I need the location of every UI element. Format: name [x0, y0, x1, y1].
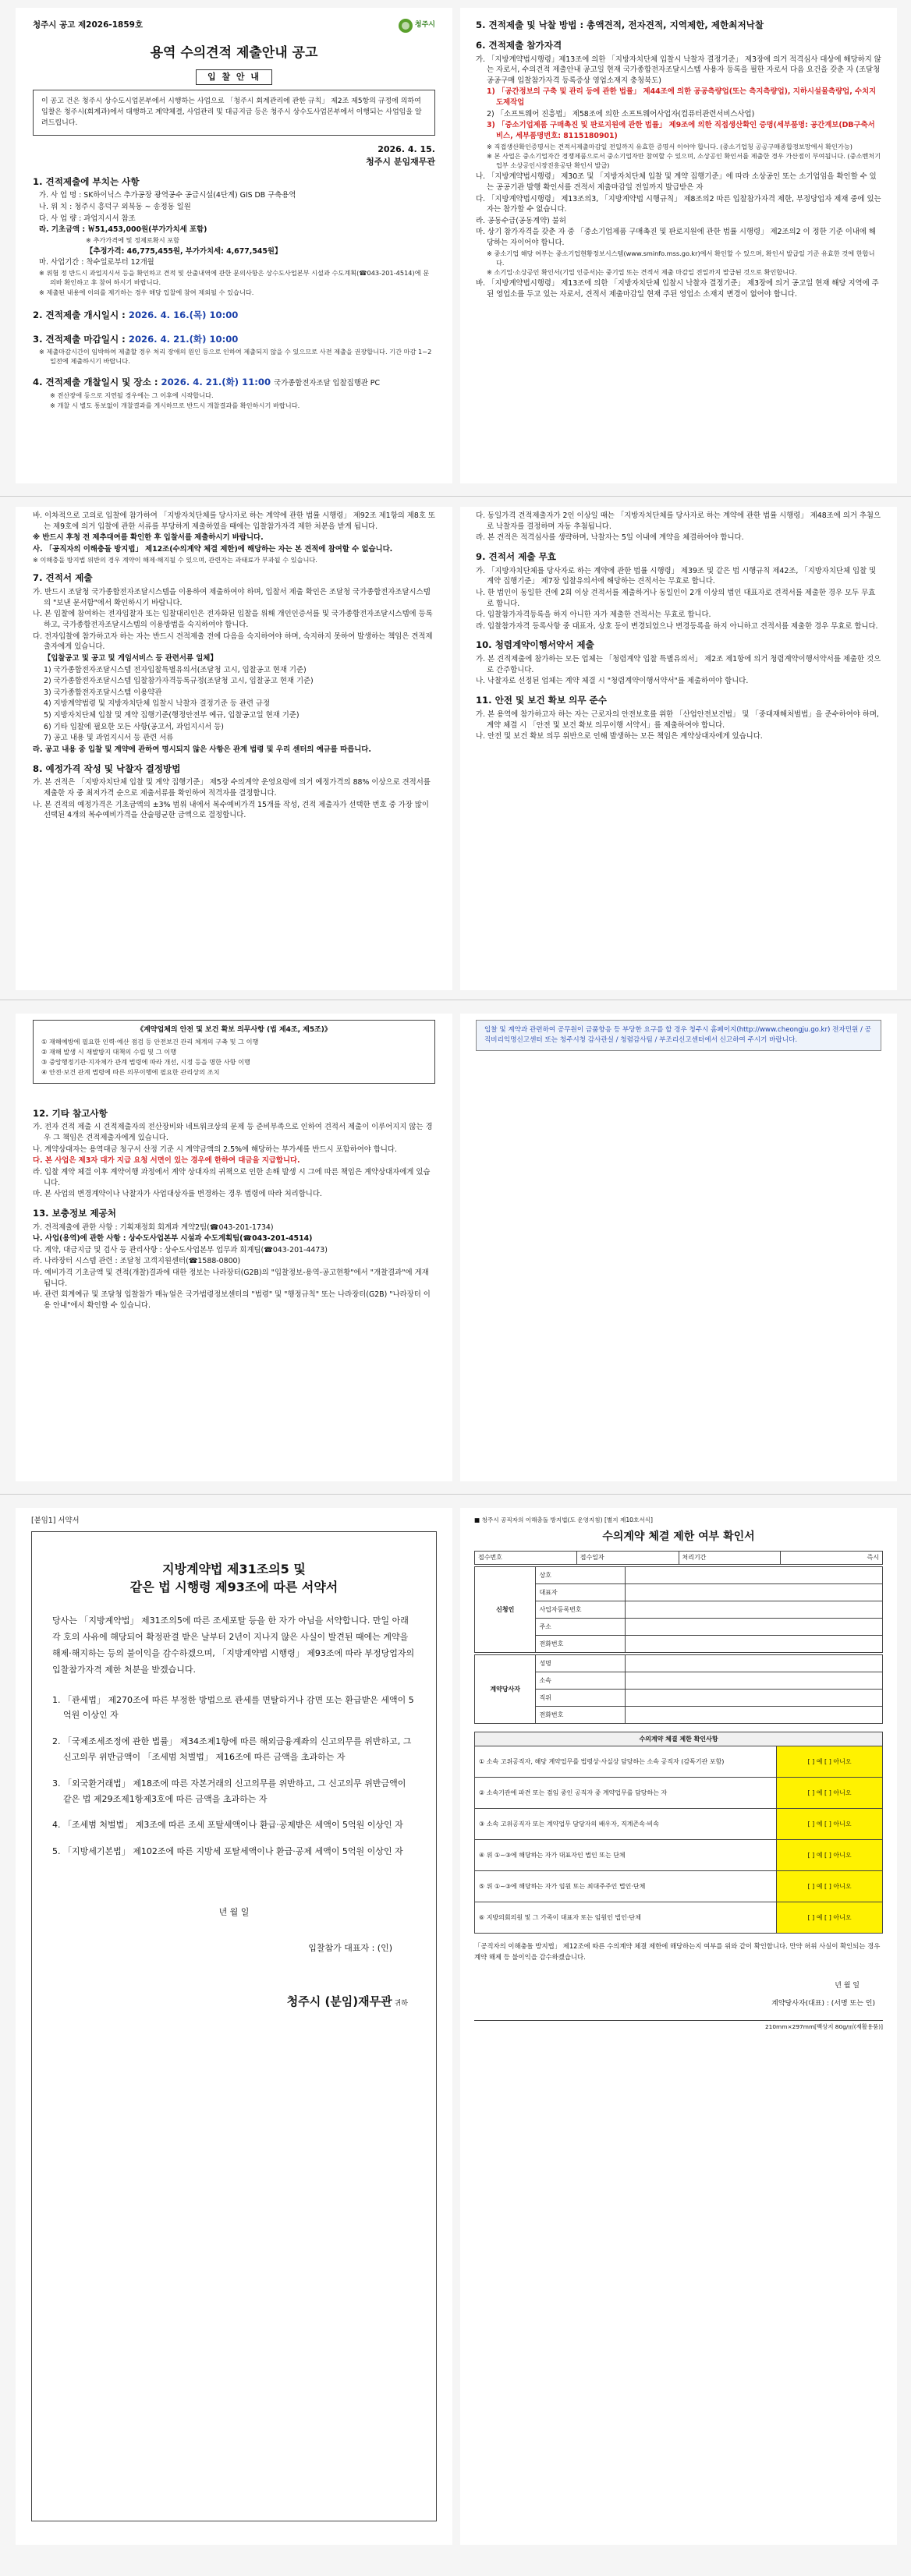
- list-item: 마. 사업기간 : 착수일로부터 12개월: [39, 258, 154, 267]
- table-cell: 대표자: [536, 1583, 626, 1601]
- pledge-title-1: 지방계약법 제31조의5 및: [162, 1561, 306, 1576]
- attachment-label: [붙임1] 서약서: [31, 1516, 80, 1525]
- form-footnote: 210mm×297mm[백상지 80g/㎡(재활용품)]: [474, 2020, 883, 2032]
- input-cell[interactable]: [626, 1566, 883, 1583]
- pledge-frame: [31, 1531, 437, 2521]
- list-item: 가. 본 용역에 참가하고자 하는 자는 근로자의 안전보호를 위한 「산업안전보건법」 및 「중대재해처벌법」을 준수하여야 하며, 계약 체결 시 「안전 및 보건 확보 의무이행 서약서」를 제출하여야 합니다.: [476, 709, 879, 730]
- list-item: 1. 「관세법」 제270조에 따른 부정한 방법으로 관세를 면탈하거나 감면 또는 환급받은 세액이 5억원 이상인 자: [52, 1694, 414, 1721]
- pledge-representative: 입찰참가 대표자 : (인): [308, 1942, 392, 1953]
- pledge-title-2: 같은 법 시행령 제93조에 따른 서약서: [129, 1579, 339, 1594]
- pledge-page: [16, 1508, 452, 2545]
- section-10-title: 10. 청렴계약이행서약서 제출: [476, 639, 594, 651]
- table-cell: 접수일자: [576, 1552, 679, 1565]
- section-6-title: 6. 견적제출 참가자격: [476, 39, 562, 51]
- pledge-date: 년 월 일: [218, 1906, 250, 1917]
- list-item: 다. 「지방계약법시행령」 제13조의3, 「지방계약법 시행규칙」 제8조의2 따른 입찰참가자격 제한, 부정당업자 제재 중에 있는 자는 참가할 수 없습니다.: [476, 194, 881, 214]
- yes-no-checkbox[interactable]: [ ] 예 [ ] 아니오: [777, 1746, 883, 1778]
- section-3: 3. 견적제출 마감일시 : 2026. 4. 21.(화) 10:00: [33, 333, 239, 345]
- list-item: 라. 기초금액 : ￦51,453,000원(부가가치세 포함): [39, 225, 207, 235]
- list-item: ※ 중소기업 해당 여부는 중소기업현황정보시스템(www.sminfo.mss.go.kr)에서 확인할 수 있으며, 확인서 발급일 기준 유효한 것에 한합니다.: [487, 249, 875, 267]
- section-7-title: 7. 견적서 제출: [33, 572, 93, 584]
- list-item: 라. 나라장터 시스템 관련 : 조달청 고객지원센터(☎1588-0800): [33, 1257, 241, 1266]
- list-item: 나. 본 견적의 예정가격은 기초금액의 ±3% 범위 내에서 복수예비가격 15개를 작성, 견적 제출자가 선택한 번호 중 가장 많이 선택된 4개의 복수예비가격을 산술평균한 금액으로 결정합니다.: [33, 800, 429, 820]
- list-item: ※ 전산장애 등으로 지연될 경우에는 그 이후에 시작합니다.: [50, 391, 214, 399]
- form-header-table: [474, 1551, 883, 1565]
- input-cell[interactable]: [626, 1583, 883, 1601]
- section-12-title: 12. 기타 참고사항: [33, 1107, 108, 1119]
- list-item: 나. 본 입찰에 참여하는 전자입찰자 또는 입찰대리인은 전자화된 입찰을 위해 개인인증서를 및 국가종합전자조달시스템에 등록하고, 국가종합전자조달시스템의 이용방법을 숙지하여야 합니다.: [33, 610, 433, 630]
- applicant-table: [474, 1566, 883, 1653]
- document-title: 용역 수의견적 제출안내 공고: [150, 45, 318, 61]
- list-item: 다. 사 업 량 : 과업지시서 참조: [39, 214, 136, 223]
- table-cell: ⑤ 위 ①~③에 해당하는 자가 임원 또는 최대주주인 법인·단체: [475, 1871, 777, 1902]
- safety-duty-box: [33, 1020, 435, 1084]
- restriction-check-table: [474, 1732, 883, 1934]
- list-item: 라. 입찰참가자격 등록사항 중 대표자, 상호 등이 변경되었으나 변경등록을 하지 아니하고 견적서를 제출한 경우 무효로 합니다.: [476, 621, 878, 631]
- table-cell: 전화번호: [536, 1706, 626, 1723]
- close-datetime: 2026. 4. 21.(화) 10:00: [128, 333, 239, 345]
- section-5-title: 5. 견적제출 및 낙찰 방법 : 총액견적, 전자견적, 지역제한, 제한최저낙찰: [476, 19, 764, 30]
- list-item: ※ 위험 정 반드시 과업지시서 등을 확인하고 견적 및 산출내역에 관한 문의사항은 상수도사업본부 시설과 수도계획(☎043-201-4514)에 문의바 확인하고 후 참여 하시기 바랍니다.: [39, 269, 430, 286]
- list-item: ① 재해예방에 필요한 인력·예산 점검 등 안전보건 관리 체계의 구축 및 그 이행: [41, 1038, 259, 1046]
- table-cell: ④ 위 ①~③에 해당하는 자가 대표자인 법인 또는 단체: [475, 1840, 777, 1871]
- table-cell: ⑥ 지방의회의원 및 그 가족이 대표자 또는 임원인 법인·단체: [475, 1902, 777, 1934]
- list-item: 다. 입찰참가자격등록을 하지 아니한 자가 제출한 견적서는 무효로 합니다.: [476, 610, 711, 620]
- list-item: ④ 안전·보건 관계 법령에 따른 의무이행에 필요한 관리상의 조치: [41, 1067, 220, 1076]
- table-cell: 즉시: [781, 1552, 883, 1565]
- logo-icon: [399, 19, 413, 33]
- table-cell: 접수번호: [475, 1552, 577, 1565]
- notice-issuer: 청주시 분임재무관: [366, 156, 435, 167]
- table-header: 수의계약 체결 제한 확인사항: [475, 1732, 883, 1746]
- list-item: ※ 소기업·소상공인 확인서(기업 인증서)는 중기업 또는 견적서 제출 마감일 전일까지 발급된 것으로 확인합니다.: [487, 268, 797, 277]
- list-item: 나. 계약상대자는 용역대금 청구서 산정 기준 시 계약금액의 2.5%에 해당하는 부가세를 반드시 포함하여야 합니다.: [33, 1145, 397, 1154]
- table-cell: 사업자등록번호: [536, 1601, 626, 1618]
- list-item: 2) 「소프트웨어 진흥법」 제58조에 의한 소프트웨어사업자(컴퓨터관련서비스사업): [487, 109, 755, 119]
- input-cell[interactable]: [626, 1672, 883, 1689]
- list-item: 3) 국가종합전자조달시스템 이용약관: [44, 688, 162, 697]
- list-item: 가. 견적제출에 관한 사항 : 기획재정회 회계과 계약2팀(☎043-201-1734): [33, 1223, 274, 1232]
- form-top-note: ■ 청주시 공직자의 이해충돌 방지법(도 운영지침) [별지 제10호서식]: [474, 1516, 653, 1523]
- list-item: 나. 사업(용역)에 관한 사항 : 상수도사업본부 시설과 수도계획팀(☎043-201-4514): [33, 1234, 313, 1244]
- yes-no-checkbox[interactable]: [ ] 예 [ ] 아니오: [777, 1778, 883, 1809]
- list-item: 7) 공고 내용 및 과업지시서 등 관련 서류: [44, 734, 174, 743]
- table-cell: ① 소속 고위공직자, 해당 계약업무를 법령상·사실상 담당하는 소속 공직자 (감독기관 포함): [475, 1746, 777, 1778]
- list-item: 가. 「지방자치단체를 당사자로 하는 계약에 관한 법률 시행령」 제39조 및 같은 법 시행규칙 제42조, 「지방자치단체 입찰 및 계약 집행기준」 제7장 입찰유의서에 해당하는 견적서는 무효로 합니다.: [476, 566, 877, 586]
- list-item: 라. 공고 내용 중 입찰 및 계약에 관하여 명시되지 않은 사항은 관계 법령 및 우리 센터의 예규를 따릅니다.: [33, 745, 371, 754]
- list-item: 가. 사 업 명 : SK하이닉스 추가공장 광역공수 공급시설(4단계) GIS DB 구축용역: [39, 191, 296, 200]
- safety-box-title: 《계약업체의 안전 및 보건 확보 의무사항 (법 제4조, 제5조)》: [136, 1026, 331, 1034]
- list-item: 마. 예비가격 기초금액 및 견적(개찰)결과에 대한 정보는 나라장터(G2B)의 "입찰정보-용역-공고현황"에서 "개찰결과"에 게재됩니다.: [33, 1269, 429, 1288]
- table-cell: 소속: [536, 1672, 626, 1689]
- yes-no-checkbox[interactable]: [ ] 예 [ ] 아니오: [777, 1871, 883, 1902]
- pledge-body: 당사는 「지방계약법」 제31조의5에 따른 조세포탈 등을 한 자가 아님을 서약합니다. 만일 아래 각 호의 사유에 해당되어 확정판결 받은 날부터 2년이 지나지 않은 사실이 발견된 때에는 계약을 해제·해지하는 등의 불이익을 감수하겠으며, 「지방계약법 시행령」 제93조에 따라 부정당업자의 입찰참가자격 제한 처분을 받겠습니다.: [52, 1615, 415, 1675]
- notice-number: 청주시 공고 제2026-1859호: [33, 20, 144, 30]
- list-item: 바. 관련 회계예규 및 조달청 입찰참가 매뉴얼은 국가법령정보센터의 "법령" 및 "행정규칙" 또는 나라장터(G2B) "나라장터 이용 안내"에서 확인할 수 있습니다.: [33, 1290, 431, 1310]
- list-item: ※ 직접생산확인증명서는 견적서제출마감일 전일까지 유효한 증명서 이어야 합니다. (중소기업청 공공구매종합정보망에서 확인가능): [487, 142, 853, 150]
- section-1-list: [33, 190, 435, 297]
- list-item: ※ 이해충돌 방지법 위반의 경우 계약이 해제·해지될 수 있으며, 관련자는 과태료가 부과될 수 있습니다.: [33, 555, 317, 564]
- list-item: 사. 「공직자의 이해충돌 방지법」 제12조(수의계약 체결 제한)에 해당하는 자는 본 견적에 참여할 수 없습니다.: [33, 544, 393, 554]
- opening-place: 국가종합전자조달 입찰집행관 PC: [274, 379, 380, 388]
- list-item: ③ 중앙행정기관·지자체가 관계 법령에 따라 개선, 시정 등을 명한 사항 이행: [41, 1057, 250, 1066]
- list-item: 나. 안전 및 보건 확보 의무 위반으로 인해 발생하는 모든 책임은 계약상대자에게 있습니다.: [476, 732, 763, 741]
- list-item: 1) 국가종합전자조달시스템 전자입찰특별유의서(조달청 고시, 입찰공고 현재 기준): [44, 665, 307, 674]
- input-cell[interactable]: [626, 1689, 883, 1706]
- notice-page-2-right: [460, 507, 897, 990]
- cheongju-logo: 청주시: [399, 19, 435, 33]
- table-cell: ② 소속기관에 파견 또는 겸임 중인 공직자 중 계약업무를 담당하는 자: [475, 1778, 777, 1809]
- list-item: 【입찰공고 및 공고 및 게임서비스 등 관련서류 일체】: [44, 653, 218, 663]
- table-cell: 성명: [536, 1654, 626, 1672]
- yes-no-checkbox[interactable]: [ ] 예 [ ] 아니오: [777, 1902, 883, 1934]
- list-item: 다. 계약, 대금지급 및 검사 등 관리사항 : 상수도사업본부 업무과 회계팀(☎043-201-4473): [33, 1245, 328, 1254]
- list-item: 5) 지방자치단체 입찰 및 계약 집행기준(행정안전부 예규, 입찰공고일 현재 기준): [44, 711, 300, 720]
- list-item: 가. 전자 견적 제출 시 견적제출자의 전산장비와 네트워크상의 문제 등 준비부족으로 인하여 견적서 제출이 이루어지지 않는 경우 그 책임은 견적제출자에게 있습니다.: [33, 1123, 433, 1143]
- list-item: ※ 제출된 내용에 이의를 제기하는 경우 해당 입찰에 참여 제외될 수 있습니다.: [39, 288, 254, 296]
- table-cell: 신청인: [475, 1566, 536, 1652]
- notice-page-1-right: [460, 8, 897, 483]
- section-9-title: 9. 견적서 제출 무효: [476, 550, 556, 562]
- notice-page-2: [16, 507, 452, 990]
- list-item: 나. 「지방계약법시행령」 제30조 및 「지방자치단체 입찰 및 계약 집행기준」에 따라 소상공인 또는 소기업임을 확인할 수 있는 공공기관 발행 확인서를 견적서 제출마감일 전일까지 발급받은 자: [476, 172, 877, 192]
- section-8-title: 8. 예정가격 작성 및 낙찰자 결정방법: [33, 763, 181, 774]
- list-item: 가. 본 견적제출에 참가하는 모든 업체는 「청렴계약 입찰 특별유의서」 제2조 제1항에 의거 청렴계약이행서약서를 제출한 것으로 간주합니다.: [476, 655, 881, 674]
- input-cell[interactable]: [626, 1654, 883, 1672]
- input-cell[interactable]: [626, 1706, 883, 1723]
- list-item: 마. 상기 참가자격을 갖춘 자 중 「중소기업제품 구매촉진 및 판로지원에 관한 법률 시행령」 제2조의2 이 정한 기준 이내에 해당하는 자이어야 합니다.: [476, 228, 876, 248]
- notice-page-3-right: [460, 1014, 897, 1481]
- contract-party-table: [474, 1654, 883, 1724]
- list-item: 나. 한 법인이 동일한 건에 2회 이상 견적서를 제출하거나 동일인이 2개 이상의 법인 대표자로 견적서를 제출한 경우 모두 무효로 합니다.: [476, 588, 876, 608]
- list-item: 나. 낙찰자로 선정된 업체는 계약 체결 시 "청렴계약이행서약서"를 제출하여야 합니다.: [476, 677, 749, 686]
- input-cell[interactable]: [626, 1618, 883, 1635]
- form-sign-name: 계약당사자(대표) : (서명 또는 인): [771, 2000, 875, 2008]
- open-datetime: 2026. 4. 16.(목) 10:00: [128, 309, 239, 320]
- list-item: ※ 추가가격에 및 정제로확시 포함: [86, 235, 180, 244]
- list-item: ※ 제출마감시간이 임박하여 제출할 경우 처리 장애의 원인 등으로 인하여 제출되지 않을 수 있으므로 사전 제출을 권장합니다. 기간 마감 1~2일전에 제출하시기 바랍니다.: [39, 348, 432, 366]
- table-cell: 상호: [536, 1566, 626, 1583]
- list-item: 나. 위 치 : 청주시 흥덕구 외북동 ~ 송정동 일원: [39, 203, 191, 212]
- list-item: ※ 반드시 후청 전 제추대여를 확인한 후 입찰서를 제출하시기 바랍니다.: [33, 533, 264, 543]
- table-cell: 주소: [536, 1618, 626, 1635]
- list-item: 가. 반드시 조달청 국가종합전자조달시스템을 이용하여 제출하여야 하며, 입찰서 제출 확인은 조달청 국가종합전자조달시스템의 "보낸 문서함"에서 확인하시기 바랍니다.: [33, 588, 431, 607]
- form-title: 수의계약 체결 제한 여부 확인서: [602, 1530, 755, 1543]
- section-4: 4. 견적제출 개찰일시 및 장소 : 2026. 4. 21.(화) 11:00 국가종합전자조달 입찰집행관 PC: [33, 377, 380, 388]
- list-item: 가. 「지방계약법시행령」제13조에 의한 「지방자치단체 입찰시 낙찰자 결정기준」 제3장에 의거 적격심사 대상에 해당하지 않는 자로서, 수의견적 제출안내 공고일 현재 국가종합전자조달시스템 사용자 등록을 필한 자로서 다음 요건을 갖춘 자 (조달청 공공구매 입찰참가자격 등록증상 영업소재지 충청북도): [476, 55, 881, 85]
- guide-label: 입 찰 안 내: [196, 69, 272, 85]
- list-item: ② 재해 발생 시 재발방지 대책의 수립 및 그 이행: [41, 1047, 177, 1056]
- list-item: 6) 기타 입찰에 필요한 모든 사항(공고서, 과업지시서 등): [44, 722, 224, 731]
- list-item: 가. 본 견적은 「지방자치단체 입찰 및 계약 집행기준」 제5장 수의계약 운영요령에 의거 예정가격의 88% 이상으로 견적서를 제출한 자 중 최저가격 순으로 제출서류를 확인하여 적격자를 결정합니다.: [33, 778, 431, 798]
- section-2: 2. 견적제출 개시일시 : 2026. 4. 16.(목) 10:00: [33, 309, 239, 320]
- list-item: 라. 입찰 계약 체결 이후 계약이행 과정에서 계약 상대자의 귀책으로 인한 손해 발생 시 그에 따른 책임은 계약상대자에게 있습니다.: [33, 1167, 431, 1187]
- form-bottom-text: 「공직자의 이해충돌 방지법」 제12조에 따른 수의계약 체결 제한에 해당하는지 여부를 위와 같이 확인합니다. 만약 허위 사실이 확인되는 경우 계약 해제 등 불이익을 감수하겠습니다.: [474, 1942, 881, 1961]
- input-cell[interactable]: [626, 1635, 883, 1652]
- list-item: 라. 공동수급(공동계약) 불허: [476, 216, 566, 225]
- list-item: 다. 전자입찰에 참가하고자 하는 자는 반드시 견적제출 전에 다음을 숙지하여야 하며, 숙지하지 못하여 발생하는 책임은 견적제출자에게 있습니다.: [33, 632, 433, 652]
- notice-page-3: [16, 1014, 452, 1481]
- table-cell: 계약당사자: [475, 1654, 536, 1723]
- list-item: 2. 「국제조세조정에 관한 법률」 제34조제1항에 따른 해외금융계좌의 신고의무를 위반하고, 그 신고의무 위반금액이 「조세범 처벌법」 제16조에 따른 금액을 초과하는 자: [52, 1736, 412, 1762]
- list-item: ※ 본 사업은 중소기업자간 경쟁제품으로서 중소기업자만 참여할 수 있으며, 소상공인 확인서를 제출한 경우 가산점이 부여됩니다. (중소벤처기업부 소상공인시장진흥공단 확인서 발급): [487, 152, 881, 170]
- list-item: ※ 개찰 시 별도 통보없이 개찰결과를 게시하므로 반드시 개찰결과를 확인하시기 바랍니다.: [50, 401, 300, 409]
- list-item: 3. 「외국환거래법」 제18조에 따른 자본거래의 신고의무를 위반하고, 그 신고의무 위반금액이 같은 법 제29조제1항제3호에 따른 금액을 초과하는 자: [52, 1778, 406, 1804]
- section-1-title: 1. 견적제출에 부치는 사항: [33, 175, 140, 187]
- notice-page-1: [16, 8, 452, 483]
- list-item: 2) 국가종합전자조달시스템 입찰참가자격등록규정(조달청 고시, 입찰공고 현재 기준): [44, 677, 314, 686]
- table-cell: 직위: [536, 1689, 626, 1706]
- table-cell: 전화번호: [536, 1635, 626, 1652]
- list-item: 4) 지방계약법령 및 지방자치단체 입찰시 낙찰자 결정기준 등 관련 규정: [44, 699, 271, 709]
- list-item: 바. 이차적으로 고의로 입찰에 참가하여 「지방자치단체를 당사자로 하는 계약에 관한 법률 시행령」 제92조 제1항의 제8호 또는 제9호에 의거 입찰에 관한 서류를 부당하게 제출하였을 때에는 입찰참가자격 제한 처분을 받게 됩니다.: [33, 511, 435, 531]
- list-item: 다. 본 사업은 제3자 대가 지급 요청 서면이 있는 경우에 한하여 대금을 지급합니다.: [33, 1156, 300, 1166]
- section-13-title: 13. 보충정보 제공처: [33, 1207, 117, 1219]
- list-item: 라. 본 견적은 적격심사를 생략하며, 낙찰자는 5일 이내에 계약을 체결하여야 합니다.: [476, 533, 744, 543]
- input-cell[interactable]: [626, 1601, 883, 1618]
- list-item: 4. 「조세범 처벌법」 제3조에 따른 조세 포탈세액이나 환급·공제받은 세액이 5억원 이상인 자: [52, 1820, 403, 1831]
- list-item: 바. 「지방계약법시행령」 제13조에 의한 「지방자치단체 입찰시 낙찰자 결정기준」 제3장에 의거 공고일 현재 해당 지역에 주된 영업소를 두고 있는 자로서, 견적서 제출마감일 현재 주된 영업소 소재지 변경이 없어야 합니다.: [476, 279, 879, 299]
- section-11-title: 11. 안전 및 보건 확보 의무 준수: [476, 695, 607, 706]
- intro-box: 이 공고 건은 청주시 상수도시업본부에서 시행하는 사업으로 「청주시 회계관리에 관한 규칙」 제2조 제5항의 규정에 의하여 입찰은 청주시(회계과)에서 대행하고 계약체결, 사업관리 및 대금지급 등은 청주시 상수도사업본부에서 이행되는 사업임을 알려드립니다.: [33, 90, 435, 136]
- opening-datetime: 2026. 4. 21.(화) 11:00: [161, 377, 271, 388]
- pledge-footer: 청주시 (분임)재무관 귀하: [286, 1994, 408, 2008]
- confirmation-page: [460, 1508, 897, 2545]
- table-cell: ③ 소속 고위공직자 또는 계약업무 담당자의 배우자, 직계존속·비속: [475, 1809, 777, 1840]
- notice-date: 2026. 4. 15.: [378, 143, 435, 154]
- list-item: 마. 본 사업의 변경계약이나 낙찰자가 사업대상자를 변경하는 경우 법령에 따라 처리합니다.: [33, 1190, 322, 1199]
- anti-corruption-box: 입찰 및 계약과 관련하여 공무원이 금품향응 등 부당한 요구를 할 경우 청주시 홈페이지(http://www.cheongju.go.kr) 전자민원 / 공직비리익명신고센터 또는 청주시청 감사관실 / 청렴감사팀 / 부조리신고센터에서 신고하여 주시기 바랍니다.: [476, 1020, 881, 1051]
- yes-no-checkbox[interactable]: [ ] 예 [ ] 아니오: [777, 1809, 883, 1840]
- table-cell: 처리기간: [679, 1552, 781, 1565]
- list-item: 5. 「지방세기본법」 제102조에 따른 지방세 포탈세액이나 환급·공제 세액이 5억원 이상인 자: [52, 1846, 403, 1857]
- list-item: 【추정가격: 46,775,455원, 부가가치세: 4,677,545원】: [86, 246, 282, 256]
- list-item: 3) 「중소기업제품 구매촉진 및 판로지원에 관한 법률」 제9조에 의한 직접생산확인 증명(세부품명: 공간계보(DB구축서비스, 세부품명번호: 8115180901): [487, 121, 875, 140]
- list-item: 다. 동일가격 견적제출자가 2인 이상일 때는 「지방자치단체를 당사자로 하는 계약에 관한 법률 시행령」 제48조에 의거 추첨으로 낙찰자를 결정하며 자동 추첨됩니다.: [476, 511, 881, 531]
- list-item: 1) 「공간정보의 구축 및 관리 등에 관한 법률」 제44조에 의한 공공측량업(또는 측지측량업), 지하시설물측량업, 수치지도제작업: [487, 87, 877, 108]
- yes-no-checkbox[interactable]: [ ] 예 [ ] 아니오: [777, 1840, 883, 1871]
- form-sign-date: 년 월 일: [835, 1982, 860, 1990]
